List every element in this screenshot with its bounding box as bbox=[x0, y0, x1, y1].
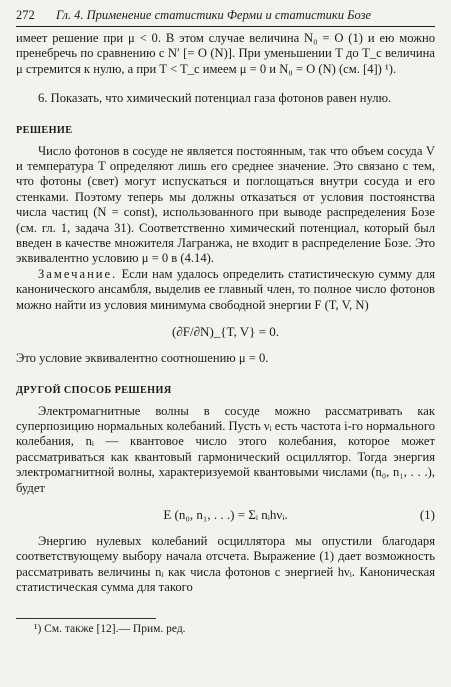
intro-paragraph: имеет решение при μ < 0. В этом случае величина N₀ = O (1) и ею можно пренебречь по сравнению с N′ [= O (N)]. При уменьшении T до T_c величина μ стремится к нулю, а при T < T_c имеем μ = 0 и N₀ = O (N) (см. [4]) ¹). bbox=[16, 31, 435, 76]
remark-label: Замечание. bbox=[38, 266, 118, 281]
equation-number: (1) bbox=[419, 506, 435, 522]
running-title: Гл. 4. Применение статистики Ферми и статистики Бозе bbox=[56, 8, 372, 22]
footnote: ¹) См. также [12].— Прим. ред. bbox=[34, 622, 186, 635]
solution-paragraph: Число фотонов в сосуде не является постоянным, так что объем сосуда V и температура T определяют лишь его среднее значение. Это связано с тем, что фотоны (свет) могут испускаться и поглощаться внутри сосуда и его стенками. Поэтому теперь мы должны отказаться от условия постоянства числа частиц (N = const), использованного при выводе распределения Бозе (см. гл. 1, задача 31). Соответственно химический потенциал, который был введен в качестве множителя Лагранжа, не входит в распределение Бозе. Это эквивалентно условию μ = 0 в (4.14). bbox=[16, 143, 435, 266]
problem-statement: 6. Показать, что химический потенциал газа фотонов равен нулю. bbox=[38, 91, 392, 106]
formula-energy bbox=[16, 504, 435, 526]
equivalence-text: Это условие эквивалентно соотношению μ = 0. bbox=[16, 351, 269, 366]
alt-solution-paragraph: Электромагнитные волны в сосуде можно рассматривать как суперпозицию нормальных колебаний. Пусть νᵢ есть частота i-го нормального колебания, nᵢ — квантовое число этого колебания, которое может рассматриваться как квантовый гармонический осциллятор. Тогда энергия электромагнитной волны, характеризуемой квантовыми числами (n₀, n₁, . . .), будет bbox=[16, 403, 436, 495]
running-header bbox=[16, 8, 435, 27]
footnote-divider bbox=[16, 618, 156, 619]
remark-paragraph bbox=[16, 267, 435, 313]
closing-paragraph: Энергию нулевых колебаний осциллятора мы опустили благодаря соответствующему выбору начала отсчета. Выражение (1) дает возможность рассматривать величины nᵢ как числа фотонов с энергией hνᵢ. Каноническая статистическая сумма для такого bbox=[16, 533, 435, 595]
solution-heading: РЕШЕНИЕ bbox=[16, 124, 73, 136]
formula-derivative: (∂F/∂N)_{T, V} = 0. bbox=[172, 324, 279, 340]
page-number: 272 bbox=[16, 8, 35, 22]
remark-text: Если нам удалось определить статистическую сумму для канонического ансамбля, выделив ее главный член, то полное число фотонов можно найти из условия минимума свободной энергии F (T, V, N) bbox=[16, 266, 435, 312]
formula-energy-body: E (n₀, n₁, . . .) = Σᵢ nᵢhνᵢ. bbox=[163, 506, 288, 522]
alt-solution-heading: ДРУГОЙ СПОСОБ РЕШЕНИЯ bbox=[16, 384, 172, 396]
